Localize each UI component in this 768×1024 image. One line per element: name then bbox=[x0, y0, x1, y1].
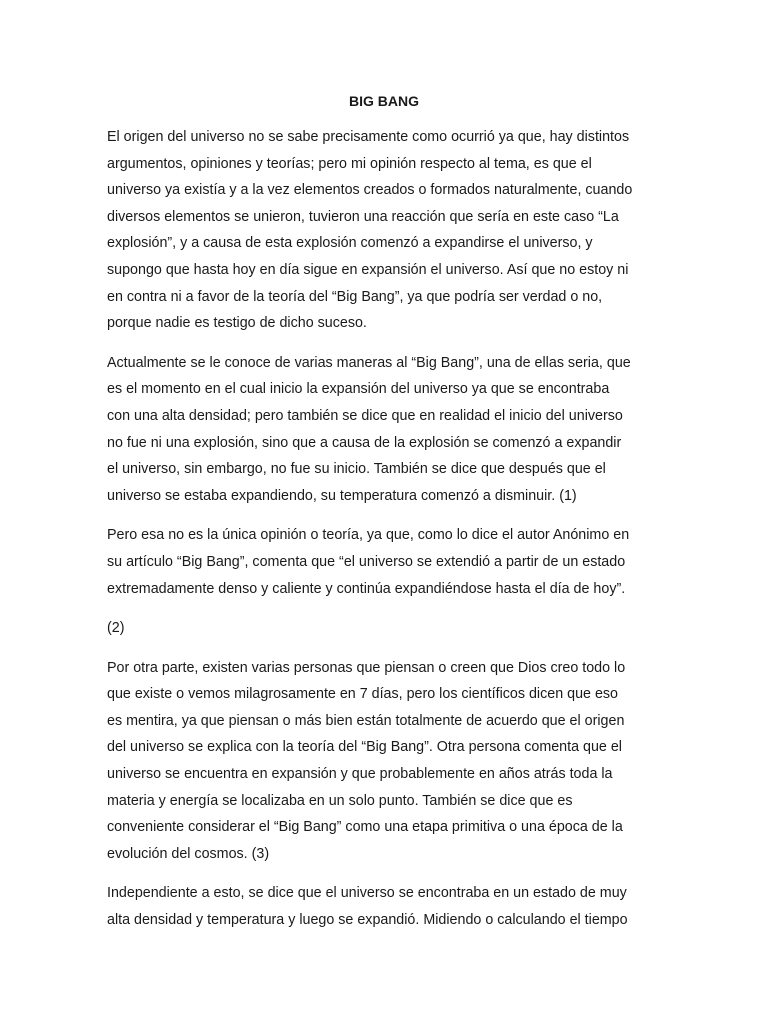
paragraph bbox=[107, 350, 662, 510]
text-line: Independiente a esto, se dice que el universo se encontraba en un estado de muy bbox=[107, 885, 627, 902]
text-line: su artículo “Big Bang”, comenta que “el universo se extendió a partir de un estado bbox=[107, 553, 626, 570]
text-line: universo se encuentra en expansión y que probablemente en años atrás toda la bbox=[107, 766, 613, 783]
text-line: porque nadie es testigo de dicho suceso. bbox=[107, 315, 367, 332]
text-line: con una alta densidad; pero también se dice que en realidad el inicio del universo bbox=[107, 407, 623, 424]
paragraph bbox=[107, 124, 662, 337]
paragraph bbox=[107, 880, 662, 933]
text-line: es el momento en el cual inicio la expansión del universo ya que se encontraba bbox=[107, 381, 610, 398]
text-line: es mentira, ya que piensan o más bien están totalmente de acuerdo que el origen bbox=[107, 712, 625, 729]
text-line: conveniente considerar el “Big Bang” como una etapa primitiva o una época de la bbox=[107, 819, 623, 836]
text-line: Pero esa no es la única opinión o teoría, ya que, como lo dice el autor Anónimo en bbox=[107, 527, 630, 544]
text-line: Actualmente se le conoce de varias maneras al “Big Bang”, una de ellas seria, que bbox=[107, 354, 631, 371]
text-line: evolución del cosmos. (3) bbox=[107, 845, 270, 862]
text-line: materia y energía se localizaba en un solo punto. También se dice que es bbox=[107, 792, 573, 809]
text-line: explosión”, y a causa de esta explosión comenzó a expandirse el universo, y bbox=[107, 235, 593, 252]
text-line: del universo se explica con la teoría del “Big Bang”. Otra persona comenta que el bbox=[107, 739, 622, 756]
text-line: universo se estaba expandiendo, su temperatura comenzó a disminuir. (1) bbox=[107, 487, 577, 504]
text-line: que existe o vemos milagrosamente en 7 días, pero los científicos dicen que eso bbox=[107, 686, 619, 703]
text-line: alta densidad y temperatura y luego se expandió. Midiendo o calculando el tiempo bbox=[107, 912, 628, 929]
text-line: argumentos, opiniones y teorías; pero mi opinión respecto al tema, es que el bbox=[107, 155, 592, 172]
text-line: universo ya existía y a la vez elementos creados o formados naturalmente, cuando bbox=[107, 182, 633, 199]
text-line: Por otra parte, existen varias personas que piensan o creen que Dios creo todo lo bbox=[107, 659, 626, 676]
text-line: supongo que hasta hoy en día sigue en expansión el universo. Así que no estoy ni bbox=[107, 261, 629, 278]
document-title: BIG BANG bbox=[349, 93, 419, 109]
text-line: extremadamente denso y caliente y continúa expandiéndose hasta el día de hoy”. bbox=[107, 580, 626, 597]
text-line: El origen del universo no se sabe precisamente como ocurrió ya que, hay distintos bbox=[107, 129, 630, 145]
text-line: diversos elementos se unieron, tuvieron una reacción que sería en este caso “La bbox=[107, 208, 619, 225]
paragraph bbox=[107, 655, 662, 868]
text-line: no fue ni una explosión, sino que a causa de la explosión se comenzó a expandir bbox=[107, 434, 622, 451]
paragraph bbox=[107, 522, 662, 602]
paragraph bbox=[107, 615, 662, 642]
text-line: (2) bbox=[107, 620, 125, 637]
document-body bbox=[107, 124, 662, 947]
text-line: en contra ni a favor de la teoría del “Big Bang”, ya que podría ser verdad o no, bbox=[107, 288, 603, 305]
text-line: el universo, sin embargo, no fue su inicio. También se dice que después que el bbox=[107, 461, 606, 478]
